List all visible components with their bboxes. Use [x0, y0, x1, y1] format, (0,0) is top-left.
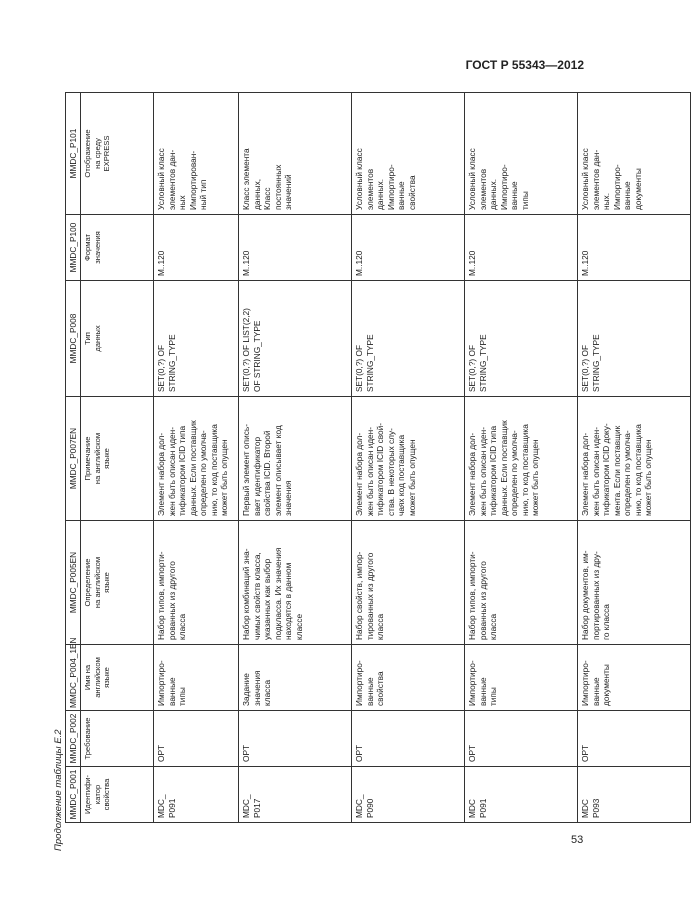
- table-row: [154, 93, 239, 823]
- table-cell: Формат значения: [81, 215, 154, 281]
- table-cell: Элемент набора дол- жен быть описан иден- тификатором ICID свой- ства. В некоторых слу- чаях код поставщика может быть опущен: [352, 397, 465, 521]
- standard-number: ГОСТ Р 55343—2012: [465, 58, 584, 72]
- table-cell: MMDC_P005EN: [66, 521, 81, 645]
- table-cell: MDC_ P017: [239, 767, 352, 823]
- table-cell: Элемент набора дол- жен быть описан иден- тификатором ICID доку- мента. Если поставщик определен по умолча- нию, то код поставщика может быть опущен: [578, 397, 691, 521]
- table-cell: MDC_ P090: [352, 767, 465, 823]
- table-cell: M..120: [239, 215, 352, 281]
- table-cell: Набор свойств, импор- тированных из другого класса: [352, 521, 465, 645]
- table-cell: M..120: [465, 215, 578, 281]
- table-cell: Условный класс элементов дан- ных Импортирован- ный тип: [154, 93, 239, 215]
- table-cell: OPT: [154, 711, 239, 767]
- table-cell: Имя на английском языке: [81, 645, 154, 711]
- table-cell: Элемент набора дол- жен быть описан иден- тификатором ICID типа данных. Если поставщик определен по умолча- нию, то код поставщика может быть опущен: [154, 397, 239, 521]
- table-cell: Набор типов, импорти- рованных из другого класса: [465, 521, 578, 645]
- table-cell: MMDC_P002: [66, 711, 81, 767]
- column-headers-row: [81, 93, 154, 823]
- column-codes-row: [66, 93, 81, 823]
- table-cell: OPT: [465, 711, 578, 767]
- table-cell: Условный класс элементов дан- ных. Импортиро- ванные документы: [578, 93, 691, 215]
- table-cell: Набор типов, импорти- рованных из другого класса: [154, 521, 239, 645]
- table-cell: MMDC_P001: [66, 767, 81, 823]
- table-cell: Определение на английском языке: [81, 521, 154, 645]
- table-cell: M..120: [578, 215, 691, 281]
- table-cell: Набор комбинаций зна- чимых свойств класса, указанных как выбор подкласса. Их значения находятся в данном классе: [239, 521, 352, 645]
- table-cell: Требование: [81, 711, 154, 767]
- rotated-table-wrapper: [65, 93, 653, 823]
- table-cell: OPT: [352, 711, 465, 767]
- table-cell: Отображение на среду EXPRESS: [81, 93, 154, 215]
- table-cell: SET(0,?) OF LIST(2,2) OF STRING_TYPE: [239, 281, 352, 397]
- page-number: 53: [571, 834, 584, 846]
- table-cell: MMDC_P101: [66, 93, 81, 215]
- table-cell: Тип данных: [81, 281, 154, 397]
- table-cell: Импортиро- ванные типы: [154, 645, 239, 711]
- table-cell: M..120: [352, 215, 465, 281]
- table-cell: Набор документов, им- портированных из дру- го класса: [578, 521, 691, 645]
- table-body: [66, 93, 691, 823]
- table-cell: Импортиро- ванные свойства: [352, 645, 465, 711]
- table-cell: Условный класс элементов данных. Импортиро- ванные типы: [465, 93, 578, 215]
- table-row: [578, 93, 691, 823]
- table-cell: SET(0,?) OF STRING_TYPE: [154, 281, 239, 397]
- table-cell: Элемент набора дол- жен быть описан иден- тификатором ICID типа данных. Если поставщик определен по умолча- нию, то код поставщика может быть опущен: [465, 397, 578, 521]
- table-row: [239, 93, 352, 823]
- table-cell: Идентифи- катор свойства: [81, 767, 154, 823]
- table-cell: SET(0,?) OF STRING_TYPE: [352, 281, 465, 397]
- table-row: [352, 93, 465, 823]
- table-cell: MDC P093: [578, 767, 691, 823]
- table-row: [465, 93, 578, 823]
- table-cell: SET(0,?) OF STRING_TYPE: [465, 281, 578, 397]
- table-cell: MMDC_P008: [66, 281, 81, 397]
- table-cell: MDC P091: [465, 767, 578, 823]
- table-cell: Условный класс элементов данных. Импортиро- ванные свойства: [352, 93, 465, 215]
- table-cell: Примечание на английском языке: [81, 397, 154, 521]
- table-cell: OPT: [239, 711, 352, 767]
- table-cell: Первый элемент опись- вает идентификатор свойства ICID. Второй элемент описывает код значения: [239, 397, 352, 521]
- table-cell: MDC_ P091: [154, 767, 239, 823]
- table-cell: Импортиро- ванные документы: [578, 645, 691, 711]
- table-cell: M..120: [154, 215, 239, 281]
- table-cell: MMDC_P004_1EN: [66, 645, 81, 711]
- table-cell: SET(0,?) OF STRING_TYPE: [578, 281, 691, 397]
- table-cell: Задание значения класса: [239, 645, 352, 711]
- table-cell: MMDC_P007EN: [66, 397, 81, 521]
- table-cell: MMDC_P100: [66, 215, 81, 281]
- table-cell: Импортиро- ванные типы: [465, 645, 578, 711]
- properties-table: [65, 92, 691, 823]
- table-caption: Продолжение таблицы Е.2: [53, 729, 64, 851]
- table-cell: OPT: [578, 711, 691, 767]
- table-cell: Класс элемента данных, Класс постоянных значений: [239, 93, 352, 215]
